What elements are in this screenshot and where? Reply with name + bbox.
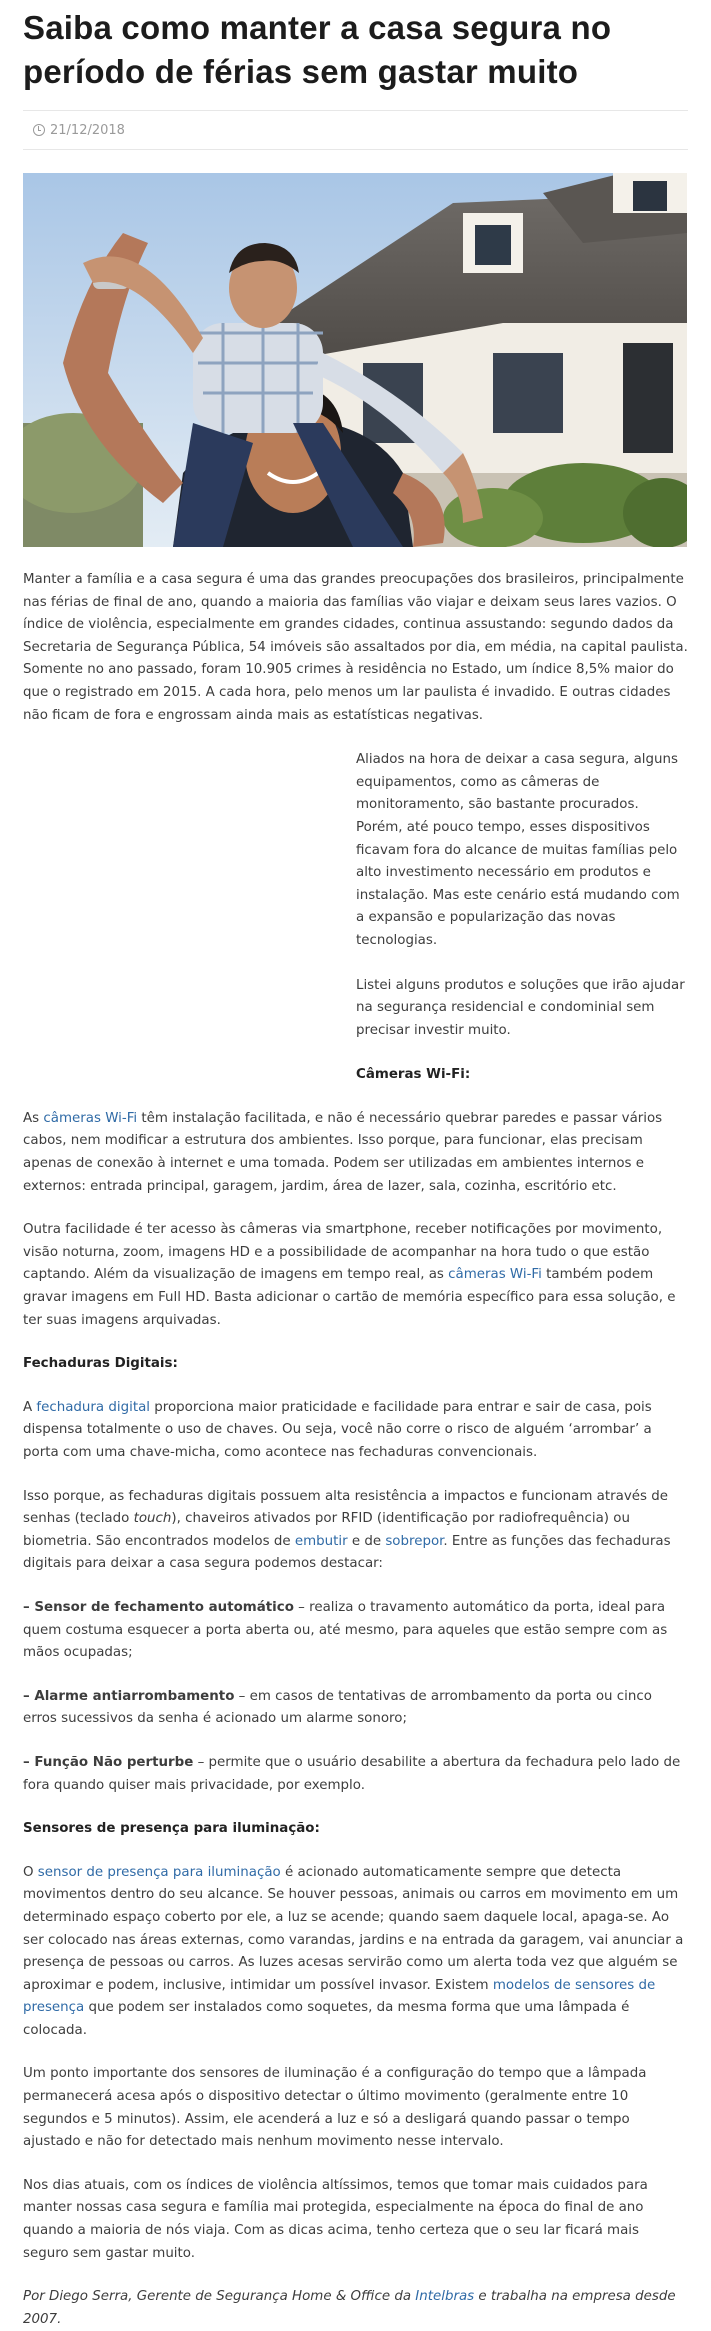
paragraph-cameras-1: As câmeras Wi-Fi têm instalação facilitada, e não é necessário quebrar paredes e passar vários cabos, nem modificar a estrutura dos ambientes. Isso porque, para funcionar, elas precisam apenas de conexão à internet e uma tomada. Podem ser utilizadas em ambientes internos e externos: entrada principal, garagem, jardim, área de lazer, sala, cozinha, escritório etc. <box>23 1110 663 1194</box>
hero-image <box>23 173 687 547</box>
paragraph-locks-2: Isso porque, as fechaduras digitais possuem alta resistência a impactos e funcionam através de senhas (teclado touch), chaveiros ativados por RFID (identificação por radiofrequência) ou biometria. São encontrados modelos de embutir e de sobrepor. Entre as funções das fechaduras digitais para deixar a casa segura podemos destacar: <box>23 1488 671 1572</box>
clock-icon <box>33 124 45 136</box>
feature-auto-close: – Sensor de fechamento automático – realiza o travamento automático da porta, ideal para quem costuma esquecer a porta aberta ou, até mesmo, para aqueles que estão sempre com as mãos ocupadas; <box>23 1599 668 1661</box>
link-intelbras[interactable]: Intelbras <box>415 2289 475 2305</box>
link-sobrepor[interactable]: sobrepor <box>385 1533 444 1549</box>
link-presence-sensor[interactable]: sensor de presença para iluminação <box>37 1864 281 1880</box>
paragraph-locks-1: A fechadura digital proporciona maior praticidade e facilidade para entrar e sair de casa, pois dispensa totalmente o uso de chaves. Ou seja, você não corre o risco de alguém ‘arrombar’ a porta com uma chave-micha, como acontece nas fechaduras convencionais. <box>23 1399 652 1460</box>
link-cameras-wifi-2[interactable]: câmeras Wi-Fi <box>448 1267 542 1283</box>
paragraph-final: Nos dias atuais, com os índices de violência altíssimos, temos que tomar mais cuidados para manter nossas casa segura e família mai protegida, especialmente na época do final de ano quando a maioria de nós viaja. Com as dicas acima, tenho certeza que o seu lar ficará mais seguro sem gastar muito. <box>23 2177 648 2261</box>
feature-anti-break-alarm: – Alarme antiarrombamento – em casos de tentativas de arrombamento da porta ou cinco erros sucessivos da senha é acionado um alarme sonoro; <box>23 1688 652 1727</box>
link-digital-lock[interactable]: fechadura digital <box>36 1399 151 1415</box>
side-column <box>356 749 688 1087</box>
author-signature: Por Diego Serra, Gerente de Segurança Home & Office da Intelbras e trabalha na empresa desde 2007. <box>23 2289 676 2327</box>
paragraph-sensors-1: O sensor de presença para iluminação é acionado automaticamente sempre que detecta movimentos dentro do seu alcance. Se houver pessoas, animais ou carros em movimento em um determinado espaço coberto por ele, a luz se acende; quando saem daquele local, apaga-se. Ao ser colocado nas áreas externas, como varandas, jardins e na entrada da garagem, vai anunciar a presença de pessoas ou carros. As luzes acesas servirão como um alerta toda vez que alguém se aproximar e podem, inclusive, intimidar um possível invasor. Existem modelos de sensores de presença que podem ser instalados como soquetes, da mesma forma que uma lâmpada é colocada. <box>23 1864 684 2038</box>
heading-cameras: Câmeras Wi-Fi: <box>356 1067 471 1083</box>
paragraph-intro: Manter a família e a casa segura é uma das grandes preocupações dos brasileiros, principalmente nas férias de final de ano, quando a maioria das famílias vão viajar e deixam seus lares vazios. O índice de violência, especialmente em grandes cidades, continua assustando: segundo dados da Secretaria de Segurança Pública, 54 imóveis são assaltados por dia, em média, na capital paulista. Somente no ano passado, foram 10.905 crimes à residência no Estado, um índice 8,5% maior do que o registrado em 2015. A cada hora, pelo menos um lar paulista é invadido. E outras cidades não ficam de fora e engrossam ainda mais as estatísticas negativas. <box>23 572 688 723</box>
hero-illustration <box>23 173 687 547</box>
paragraph-sensors-2: Um ponto importante dos sensores de iluminação é a configuração do tempo que a lâmpada permanecerá acesa após o dispositivo detectar o último movimento (geralmente entre 10 segundos e 5 minutos). Assim, ele acenderá a luz e só a desligará quando passar o tempo ajustado e não for detectado mais nenhum movimento nesse intervalo. <box>23 2066 647 2150</box>
article-title: Saiba como manter a casa segura no período de férias sem gastar muito <box>23 9 612 90</box>
heading-locks: Fechaduras Digitais: <box>23 1356 178 1372</box>
link-cameras-wifi[interactable]: câmeras Wi-Fi <box>43 1110 138 1126</box>
article-body <box>23 569 688 2331</box>
article-date: 21/12/2018 <box>50 122 125 138</box>
link-sensor-models[interactable]: modelos de sensores de presença <box>23 1977 656 2016</box>
paragraph-cameras-2: Outra facilidade é ter acesso às câmeras via smartphone, receber notificações por movimento, visão noturna, zoom, imagens HD e a possibilidade de acompanhar na hora tudo o que estão captando. Além da visualização de imagens em tempo real, as câmeras Wi-Fi também podem gravar imagens em Full HD. Basta adicionar o cartão de memória específico para essa solução, e ter suas imagens arquivadas. <box>23 1222 676 1328</box>
paragraph-list-intro: Listei alguns produtos e soluções que irão ajudar na segurança residencial e condominial sem precisar investir muito. <box>356 977 685 1038</box>
heading-sensors: Sensores de presença para iluminação: <box>23 1821 320 1837</box>
link-embutir[interactable]: embutir <box>294 1533 348 1549</box>
article-meta <box>23 110 688 150</box>
feature-do-not-disturb: – Função Não perturbe – permite que o usuário desabilite a abertura da fechadura pelo lado de fora quando quiser mais privacidade, por exemplo. <box>23 1754 681 1793</box>
paragraph-allies: Aliados na hora de deixar a casa segura, alguns equipamentos, como as câmeras de monitoramento, são bastante procurados. Porém, até pouco tempo, esses dispositivos ficavam fora do alcance de muitas famílias pelo alto investimento necessário em produtos e instalação. Mas este cenário está mudando com a expansão e popularização das novas tecnologias. <box>356 752 680 948</box>
